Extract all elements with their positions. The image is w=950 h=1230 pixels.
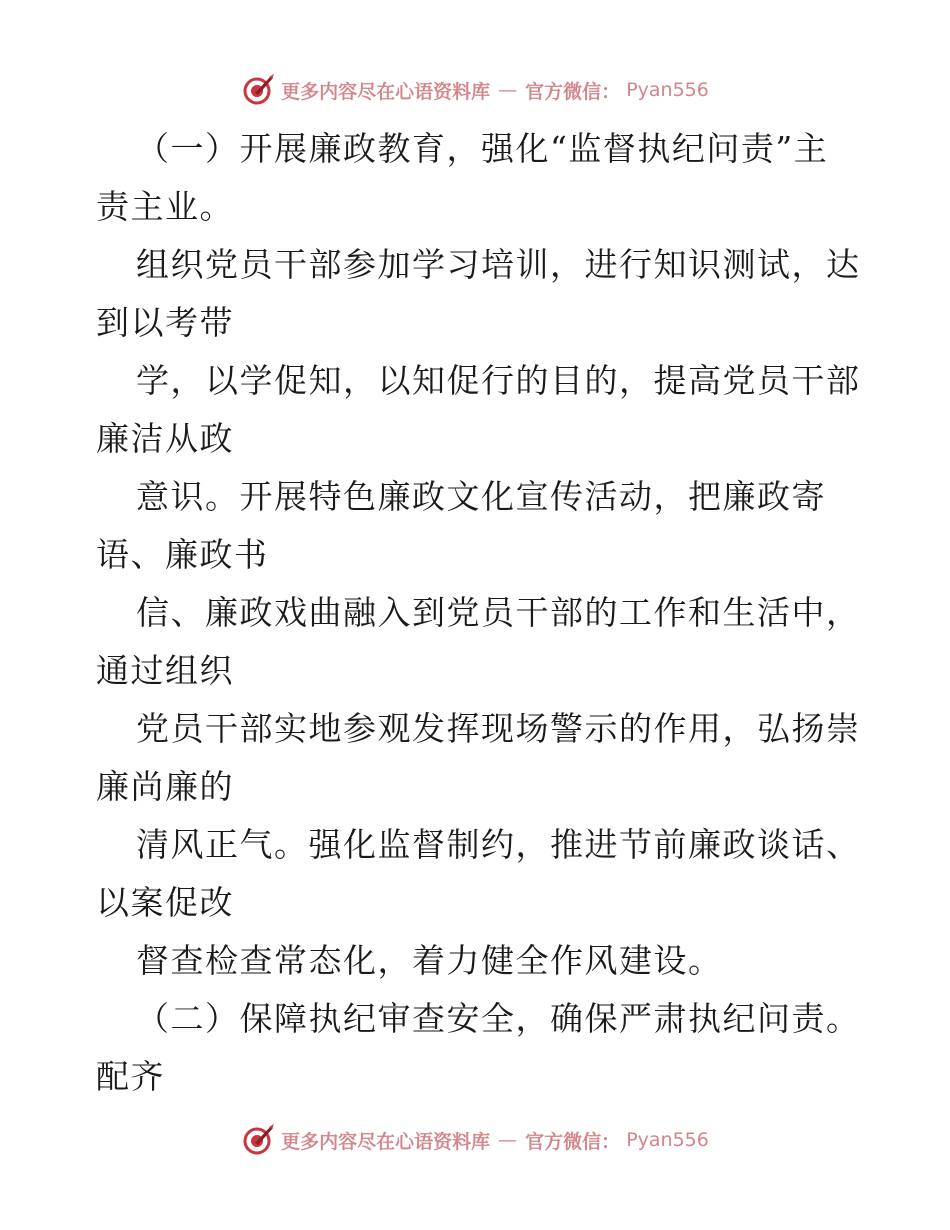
paragraph-line: 组织党员干部参加学习培训，进行知识测试，达: [136, 245, 861, 284]
header-watermark-contact-label: 官方微信：: [525, 80, 621, 103]
footer-watermark-group: [241, 1123, 709, 1157]
body-text: [96, 120, 861, 1106]
header-watermark-group: [241, 73, 709, 107]
paragraph-line: 清风正气。强化监督制约，推进节前廉政谈话、: [136, 825, 861, 864]
paragraph-line: 廉洁从政: [96, 419, 234, 458]
paragraph-line: 责主业。: [96, 187, 234, 226]
paragraph-line: 党员干部实地参观发挥现场警示的作用，弘扬崇: [136, 709, 861, 748]
paragraph-line: （二）保障执纪审查安全，确保严肃执纪问责。: [136, 999, 861, 1038]
paragraph-line: 语、廉政书: [96, 535, 269, 574]
header-watermark-separator: —: [498, 79, 518, 101]
quill-logo-icon: [241, 73, 275, 107]
paragraph-line: 督查检查常态化，着力健全作风建设。: [136, 941, 723, 980]
paragraph-line: 意识。开展特色廉政文化宣传活动，把廉政寄: [136, 477, 826, 516]
paragraph-line: （一）开展廉政教育，强化“监督执纪问责”主: [136, 129, 829, 168]
header-watermark-text: 更多内容尽在心语资料库: [281, 80, 491, 103]
header-watermark-contact-id: Pyan556: [626, 79, 709, 101]
footer-watermark-contact-id: Pyan556: [626, 1129, 709, 1151]
paragraph-line: 信、廉政戏曲融入到党员干部的工作和生活中，: [136, 593, 861, 632]
paragraph-line: 廉尚廉的: [96, 767, 234, 806]
footer-watermark-text: 更多内容尽在心语资料库: [281, 1130, 491, 1153]
header-watermark-banner: [0, 70, 950, 110]
paragraph-line: 学，以学促知，以知促行的目的，提高党员干部: [136, 361, 861, 400]
quill-logo-icon: [241, 1123, 275, 1157]
footer-watermark-separator: —: [498, 1129, 518, 1151]
footer-watermark-contact-label: 官方微信：: [525, 1130, 621, 1153]
paragraph-line: 到以考带: [96, 303, 234, 342]
paragraph-line: 配齐: [96, 1057, 165, 1096]
paragraph-line: 通过组织: [96, 651, 234, 690]
footer-watermark-banner: [0, 1120, 950, 1160]
paragraph-line: 以案促改: [96, 883, 234, 922]
